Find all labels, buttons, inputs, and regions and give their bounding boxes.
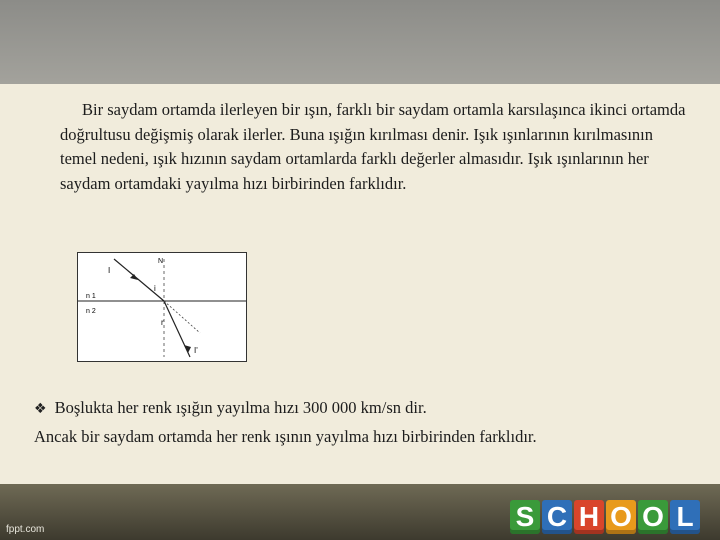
- logo-block: H: [574, 500, 604, 534]
- label-angle-r: r: [161, 318, 164, 327]
- label-incident: I: [108, 266, 111, 275]
- footer-watermark: fppt.com: [6, 524, 45, 535]
- logo-block: O: [638, 500, 668, 534]
- label-n1: n 1: [86, 293, 96, 300]
- incident-ray: [114, 259, 164, 301]
- refracted-arrow: [184, 345, 191, 353]
- label-angle-i: i: [154, 284, 156, 293]
- label-refracted: I': [194, 346, 198, 355]
- bullet-text: Boşlukta her renk ışığın yayılma hızı 300 000 km/sn dir.: [54, 398, 427, 417]
- logo-block: C: [542, 500, 572, 534]
- body-paragraph: Bir saydam ortamda ilerleyen bir ışın, farklı bir saydam ortamla karsılaşınca ikinci ortamda doğrultusu değişmiş olarak ilerler. Buna ışığın kırılması denir. Işık ışınlarının kırılmasının temel nedeni, ışık hızının saydam ortamlarda farklı değerler almasıdır. Işık ışınlarının her saydam ortamdaki yayılma hızı birbirinden farklıdır.: [60, 100, 686, 193]
- school-blocks-logo: [510, 494, 710, 538]
- logo-block: O: [606, 500, 636, 534]
- incident-arrow: [130, 274, 138, 280]
- refraction-diagram: [77, 252, 247, 362]
- refraction-svg: [78, 253, 246, 361]
- diamond-bullet-icon: ❖: [34, 401, 47, 417]
- label-n2: n 2: [86, 308, 96, 315]
- header-band: [0, 0, 720, 84]
- second-line: Ancak bir saydam ortamda her renk ışının yayılma hızı birbirinden farklıdır.: [34, 427, 537, 446]
- logo-block: L: [670, 500, 700, 534]
- label-normal: N: [158, 258, 164, 265]
- extension-line: [164, 301, 200, 333]
- logo-block: S: [510, 500, 540, 534]
- bullet-item: [34, 398, 427, 418]
